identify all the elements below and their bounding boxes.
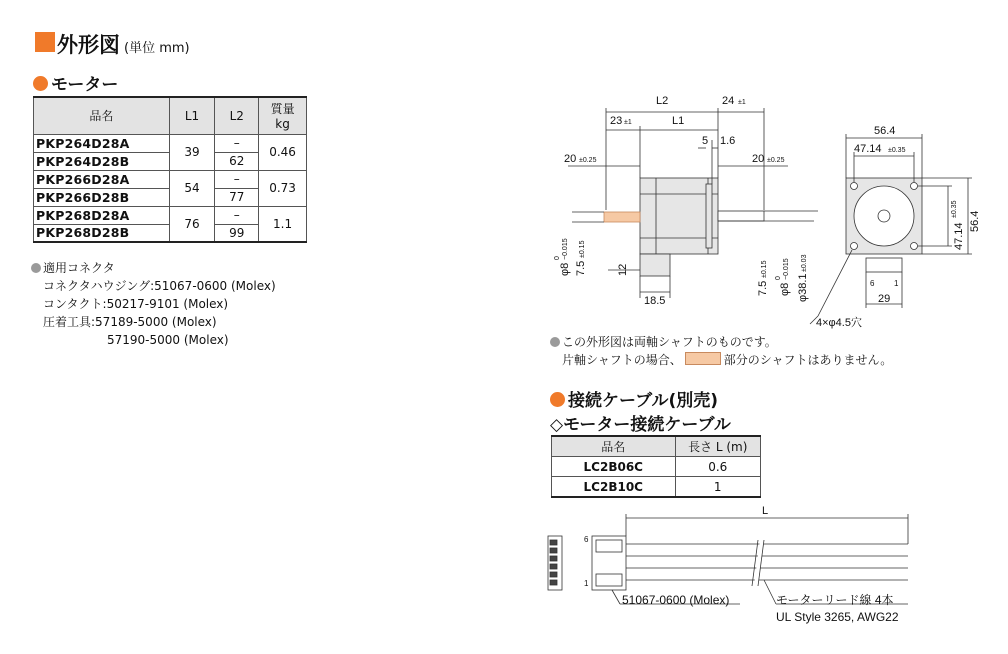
dim-label: ±1: [624, 119, 632, 126]
dim-label: 47.14: [854, 143, 882, 155]
dim-label: φ8: [779, 282, 791, 296]
connector-label: 51067-0600 (Molex): [622, 593, 730, 607]
lead-spec: UL Style 3265, AWG22: [776, 610, 899, 624]
dim-label: 0: [775, 276, 782, 280]
dim-label: −0.015: [783, 258, 790, 280]
dim-label: L1: [672, 115, 685, 127]
col-l1: L1: [169, 97, 215, 134]
holes-label: 4×φ4.5穴: [816, 317, 862, 329]
mount-hole: [911, 243, 918, 250]
dim-label: ±0.15: [579, 240, 586, 258]
col-mass: 質量 kg: [259, 97, 307, 134]
dim-label: 47.14: [953, 222, 965, 250]
table-cell: PKP268D28A: [34, 206, 170, 224]
table-cell: 1.1: [259, 206, 307, 242]
col-cable-length: 長さ L (m): [675, 436, 761, 457]
dim-label: ±0.03: [801, 254, 808, 272]
dim-label: 18.5: [644, 295, 666, 307]
dim-label: 29: [878, 293, 891, 305]
table-cell: 54: [169, 170, 215, 206]
dim-label: 56.4: [874, 125, 896, 137]
unit-label: (単位 mm): [124, 41, 190, 56]
dim-label: ±0.25: [767, 157, 785, 164]
dim-label: 56.4: [969, 210, 981, 232]
table-cell: 62: [215, 152, 259, 170]
dim-label: ±1: [738, 99, 746, 106]
dim-label: 1.6: [720, 135, 736, 147]
dim-label: 23: [610, 115, 623, 127]
motor-connector: [640, 254, 670, 276]
dim-label: 20: [564, 153, 577, 165]
table-cell: PKP264D28A: [34, 134, 170, 152]
col-cable-name: 品名: [552, 436, 676, 457]
dim-label: ±0.15: [761, 260, 768, 278]
dim-label: 20: [752, 153, 765, 165]
bullet-icon: [31, 263, 41, 273]
bullet-icon: [33, 76, 48, 91]
motor-outline-drawing: [548, 90, 981, 330]
mount-hole: [851, 183, 858, 190]
front-shaft: [718, 211, 764, 221]
cable-subheading: ◇モーター接続ケーブル: [550, 415, 731, 435]
page-title: 外形図 (単位 mm): [57, 33, 190, 57]
cable-table: [551, 435, 761, 498]
pin-label: 1: [584, 579, 589, 588]
dim-label: 7.5: [757, 280, 769, 296]
table-cell: PKP268D28B: [34, 224, 170, 242]
dim-label: −0.015: [562, 238, 569, 260]
front-connector: [866, 258, 902, 272]
table-cell: LC2B10C: [552, 477, 676, 498]
dim-label: L2: [656, 95, 669, 107]
bullet-icon: [550, 337, 560, 347]
motor-heading: モーター: [33, 70, 118, 95]
connector-notes: 適用コネクタ コネクタハウジング:51067-0600 (Molex) コンタクト:50217-9101 (Molex) 圧着工具:57189-5000 (Molex) 57190-5000 (Molex): [31, 259, 276, 349]
table-cell: 76: [169, 206, 215, 242]
dim-label: L: [762, 505, 769, 517]
cable-heading: 接続ケーブル(別売): [550, 386, 718, 411]
dim-label: ±0.35: [888, 147, 906, 154]
dim-label: φ38.1: [797, 273, 809, 302]
table-cell: 77: [215, 188, 259, 206]
motor-table: [33, 96, 307, 243]
table-cell: 0.46: [259, 134, 307, 170]
dim-label: 12: [617, 263, 629, 276]
lead-label: モーターリード線 4本: [776, 593, 894, 607]
table-cell: PKP266D28B: [34, 188, 170, 206]
table-cell: 39: [169, 134, 215, 170]
shaft-highlight-swatch: [685, 352, 721, 365]
title-marker: [35, 32, 55, 52]
dim-label: φ8: [559, 262, 571, 276]
mount-hole: [911, 183, 918, 190]
col-l2: L2: [215, 97, 259, 134]
shaft-circle: [878, 210, 890, 222]
dim-label: 24: [722, 95, 735, 107]
table-cell: PKP266D28A: [34, 170, 170, 188]
table-cell: LC2B06C: [552, 457, 676, 477]
pin-label: 6: [870, 279, 875, 288]
table-cell: –: [215, 206, 259, 224]
table-cell: –: [215, 170, 259, 188]
dim-label: ±0.25: [579, 157, 597, 164]
table-cell: 0.73: [259, 170, 307, 206]
drawing-notes: この外形図は両軸シャフトのものです。 片軸シャフトの場合、 部分のシャフトはありません。: [550, 333, 892, 369]
pin-label: 1: [894, 279, 899, 288]
table-cell: PKP264D28B: [34, 152, 170, 170]
pin-label: 6: [584, 535, 589, 544]
dim-label: 5: [702, 135, 709, 147]
table-cell: –: [215, 134, 259, 152]
dim-label: 0: [554, 256, 561, 260]
table-cell: 0.6: [675, 457, 761, 477]
table-cell: 1: [675, 477, 761, 498]
col-name: 品名: [34, 97, 170, 134]
mount-hole: [851, 243, 858, 250]
bullet-icon: [550, 392, 565, 407]
dim-label: ±0.35: [951, 200, 958, 218]
table-cell: 99: [215, 224, 259, 242]
cable-diagram: [540, 500, 920, 630]
dim-label: 7.5: [575, 260, 587, 276]
rear-shaft: [604, 212, 640, 222]
